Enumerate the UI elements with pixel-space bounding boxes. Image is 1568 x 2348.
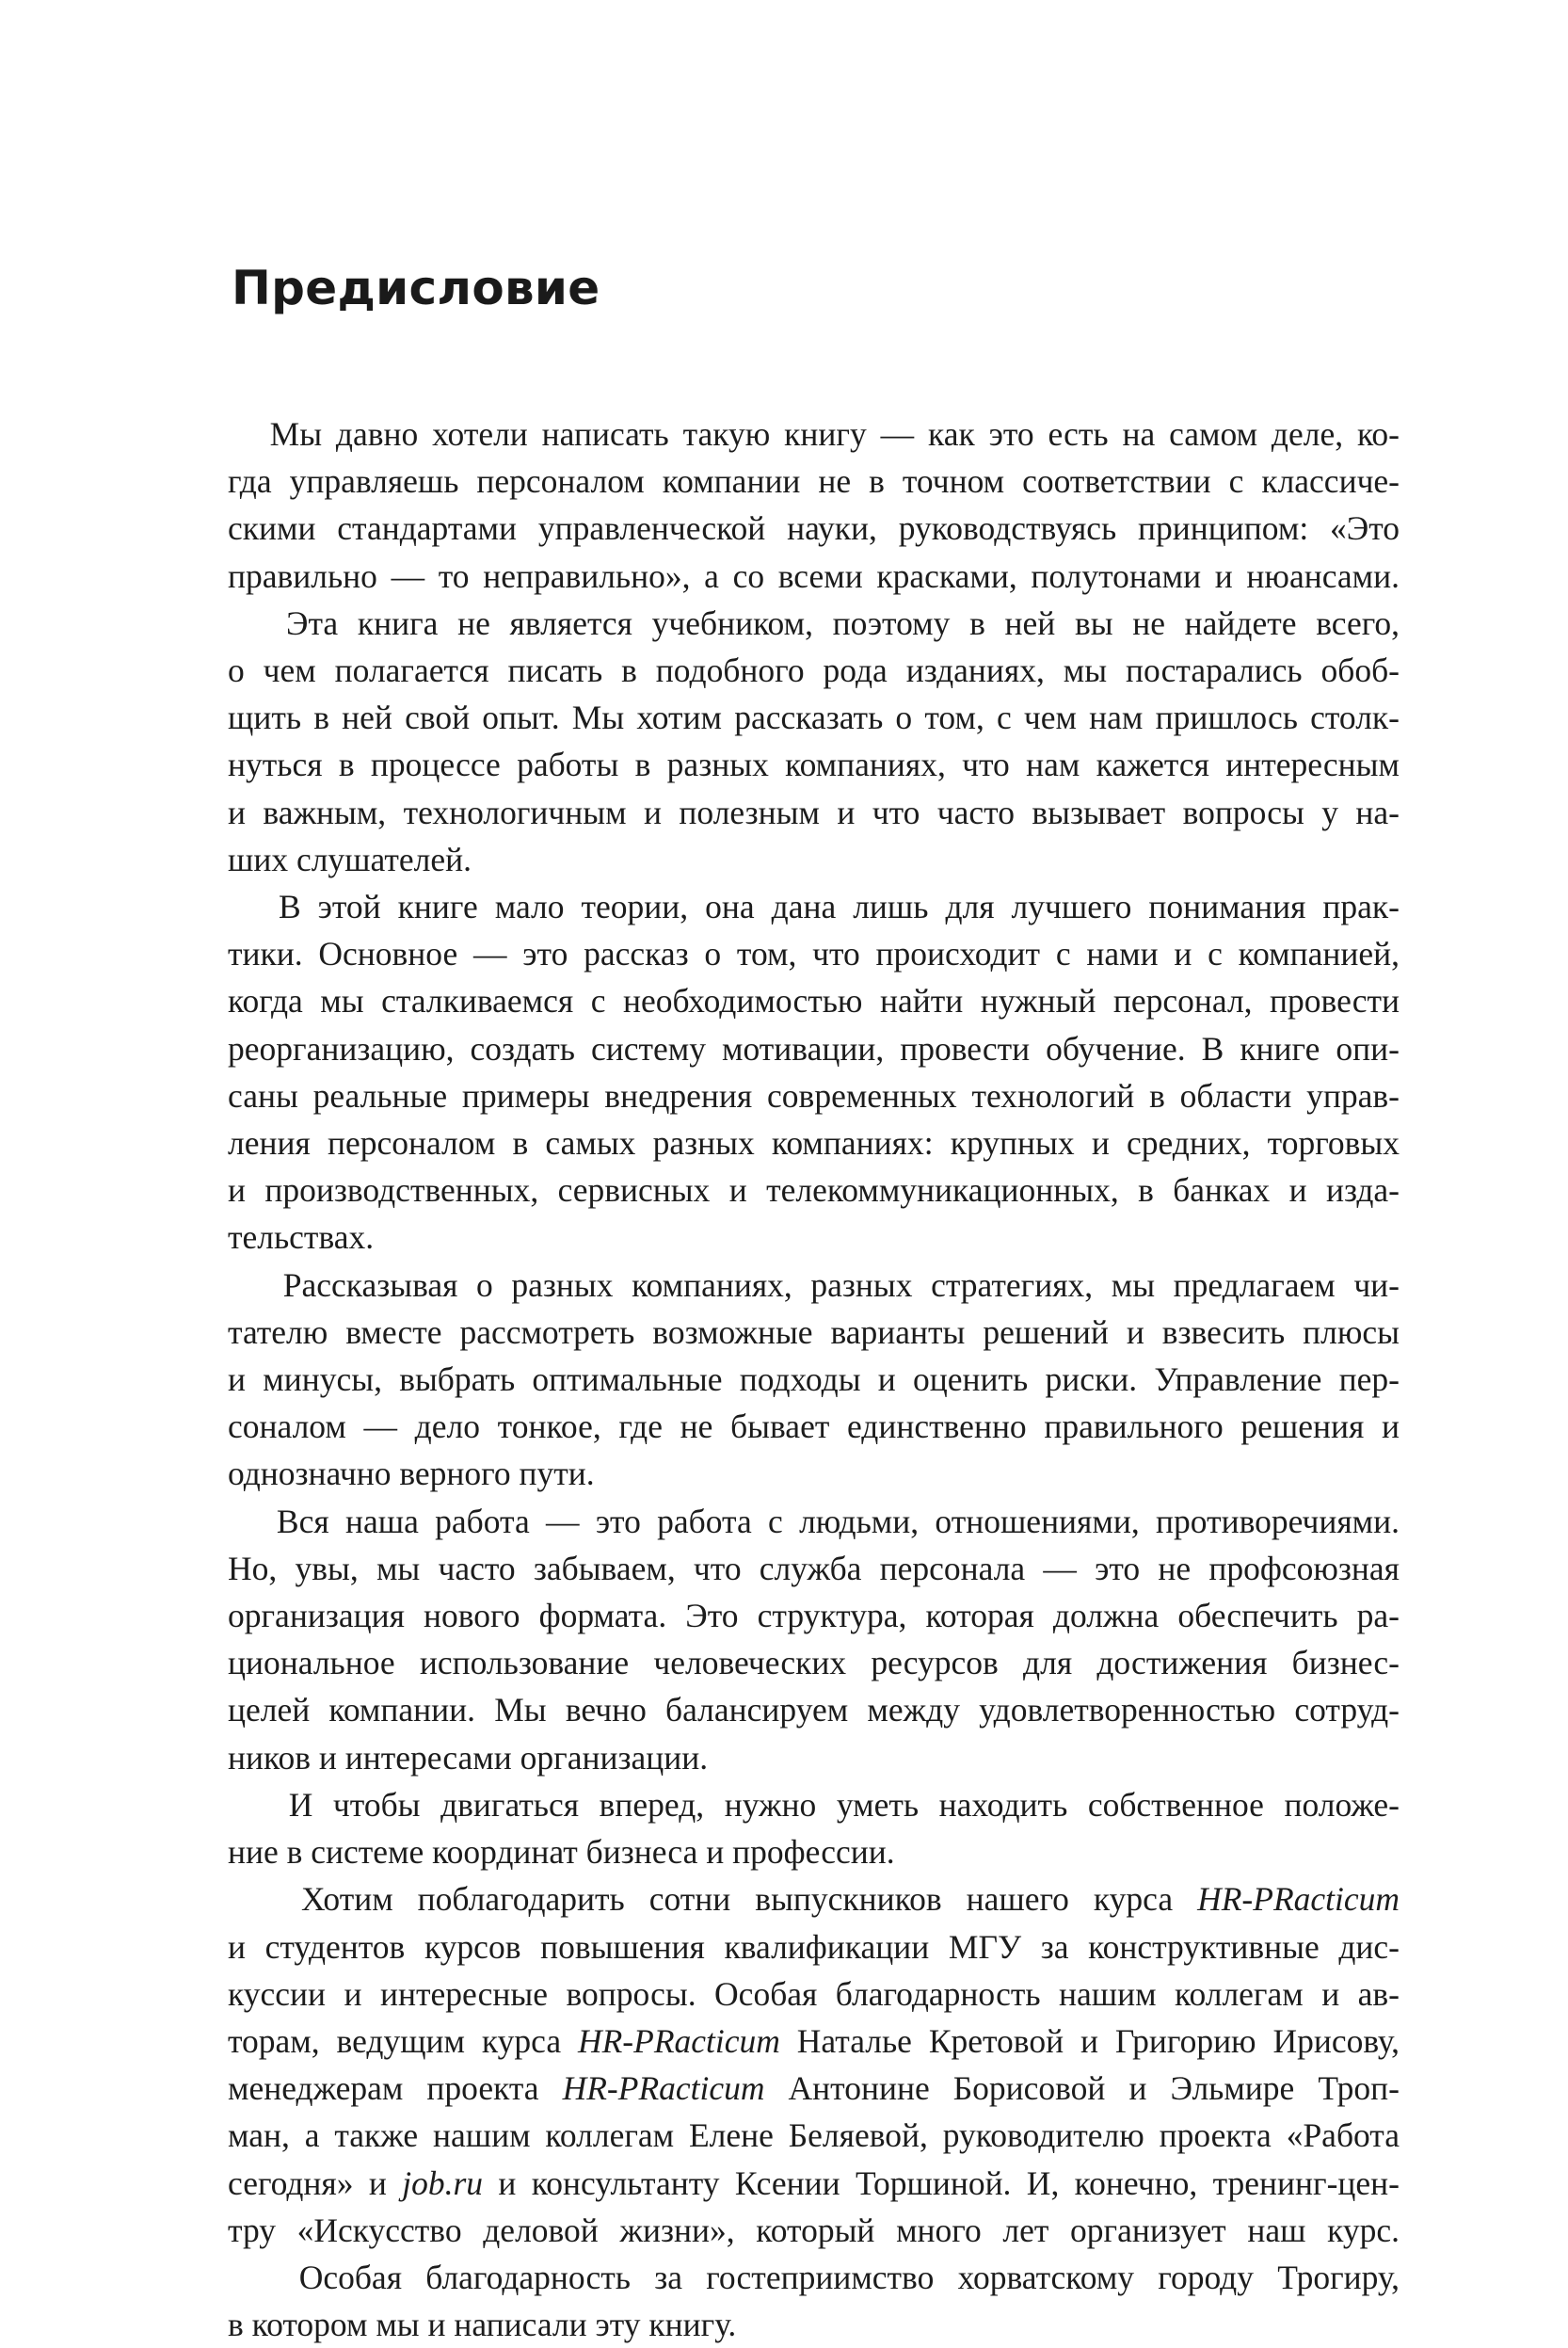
paragraph-5: [228, 1498, 1400, 1781]
text-line: ман, а также нашим коллегам Елене Беляевой, руководителю проекта «Работа: [228, 2116, 1400, 2155]
text-line: тики. Основное — это рассказ о том, что происходит с нами и с компанией,: [228, 935, 1400, 973]
text-segment: Антонине Борисовой и Эльмире Троп-: [764, 2069, 1400, 2108]
text-line: [228, 2065, 1400, 2112]
page-body: [228, 410, 1400, 2348]
text-line: ников и интересами организации.: [228, 1738, 709, 1777]
text-line: В этой книге мало теории, она дана лишь для лучшего понимания прак-: [228, 888, 1400, 926]
paragraph-1: [228, 410, 1400, 600]
text-line: ние в системе координат бизнеса и профессии.: [228, 1833, 895, 1872]
text-line: когда мы сталкиваемся с необходимостью найти нужный персонал, провести: [228, 982, 1400, 1021]
text-line: однозначно верного пути.: [228, 1455, 595, 1493]
text-line: [228, 2160, 1400, 2207]
course-name: HR-PRacticum: [562, 2069, 765, 2108]
text-line: скими стандартами управленческой науки, руководствуясь принципом: «Это: [228, 509, 1400, 548]
text-line: куссии и интересные вопросы. Особая благодарность нашим коллегам и ав-: [228, 1974, 1400, 2013]
text-line: Эта книга не является учебником, поэтому в ней вы не найдете всего,: [228, 603, 1400, 642]
text-segment: торам, ведущим курса: [228, 2021, 578, 2060]
text-line: Но, увы, мы часто забываем, что служба персонала — это не профсоюзная: [228, 1549, 1400, 1587]
paragraph-6: [228, 1781, 1400, 1875]
text-line: И чтобы двигаться вперед, нужно уметь находить собственное положе-: [228, 1785, 1400, 1824]
course-name: HR-PRacticum: [577, 2021, 780, 2060]
page-title: Предисловие: [232, 261, 600, 315]
text-line: саны реальные примеры внедрения современных технологий в области управ-: [228, 1076, 1400, 1115]
text-segment: и консультанту Ксении Торшиной. И, конечно, тренинг-цен-: [483, 2163, 1400, 2202]
paragraph-4: [228, 1262, 1400, 1498]
text-line: Рассказывая о разных компаниях, разных стратегиях, мы предлагаем чи-: [228, 1265, 1400, 1304]
text-line: гда управляешь персоналом компании не в точном соответствии с классиче-: [228, 462, 1400, 501]
text-line: ления персоналом в самых разных компаниях: крупных и средних, торговых: [228, 1124, 1400, 1163]
text-line: циональное использование человеческих ресурсов для достижения бизнес-: [228, 1644, 1400, 1682]
text-line: и студентов курсов повышения квалификации МГУ за конструктивные дис-: [228, 1927, 1400, 1966]
course-name: HR-PRacticum: [1197, 1880, 1400, 1919]
text-line: [228, 1875, 1400, 1922]
text-line: тру «Искусство деловой жизни», который много лет организует наш курс.: [228, 2211, 1400, 2249]
text-line: [228, 2018, 1400, 2065]
text-line: соналом — дело тонкое, где не бывает единственно правильного решения и: [228, 1407, 1400, 1446]
text-line: целей компании. Мы вечно балансируем между удовлетворенностью сотруд-: [228, 1691, 1400, 1729]
text-segment: менеджерам проекта: [228, 2069, 563, 2108]
paragraph-2: [228, 600, 1400, 883]
text-line: реорганизацию, создать систему мотивации, провести обучение. В книге опи-: [228, 1029, 1400, 1068]
text-line: тельствах.: [228, 1218, 375, 1257]
website-name: job.ru: [402, 2163, 484, 2202]
text-segment: Наталье Кретовой и Григорию Ирисову,: [779, 2021, 1400, 2060]
text-line: нуться в процессе работы в разных компаниях, что нам кажется интересным: [228, 746, 1400, 784]
text-line: Особая благодарность за гостеприимство хорватскому городу Трогиру,: [228, 2258, 1400, 2296]
text-segment: сегодня» и: [228, 2163, 403, 2202]
text-line: правильно — то неправильно», а со всеми красками, полутонами и нюансами.: [228, 556, 1400, 595]
text-line: и минусы, выбрать оптимальные подходы и оценить риски. Управление пер-: [228, 1360, 1400, 1399]
text-line: о чем полагается писать в подобного рода изданиях, мы постарались обоб-: [228, 651, 1400, 690]
text-line: Вся наша работа — это работа с людьми, отношениями, противоречиями.: [228, 1502, 1400, 1540]
paragraph-8: [228, 2254, 1400, 2348]
text-line: Мы давно хотели написать такую книгу — как это есть на самом деле, ко-: [228, 415, 1400, 453]
text-line: организация нового формата. Это структура, которая должна обеспечить ра-: [228, 1597, 1400, 1635]
text-segment: Хотим поблагодарить сотни выпускников нашего курса: [228, 1880, 1198, 1919]
text-line: в котором мы и написали эту книгу.: [228, 2306, 737, 2344]
text-line: и важным, технологичным и полезным и что часто вызывает вопросы у на-: [228, 793, 1400, 831]
text-line: ших слушателей.: [228, 840, 472, 878]
text-line: тателю вместе рассмотреть возможные варианты решений и взвесить плюсы: [228, 1312, 1400, 1351]
text-line: щить в ней свой опыт. Мы хотим рассказать о том, с чем нам пришлось столк-: [228, 699, 1400, 737]
text-line: и производственных, сервисных и телекоммуникационных, в банках и изда-: [228, 1171, 1400, 1210]
paragraph-3: [228, 883, 1400, 1262]
paragraph-7: [228, 1875, 1400, 2254]
